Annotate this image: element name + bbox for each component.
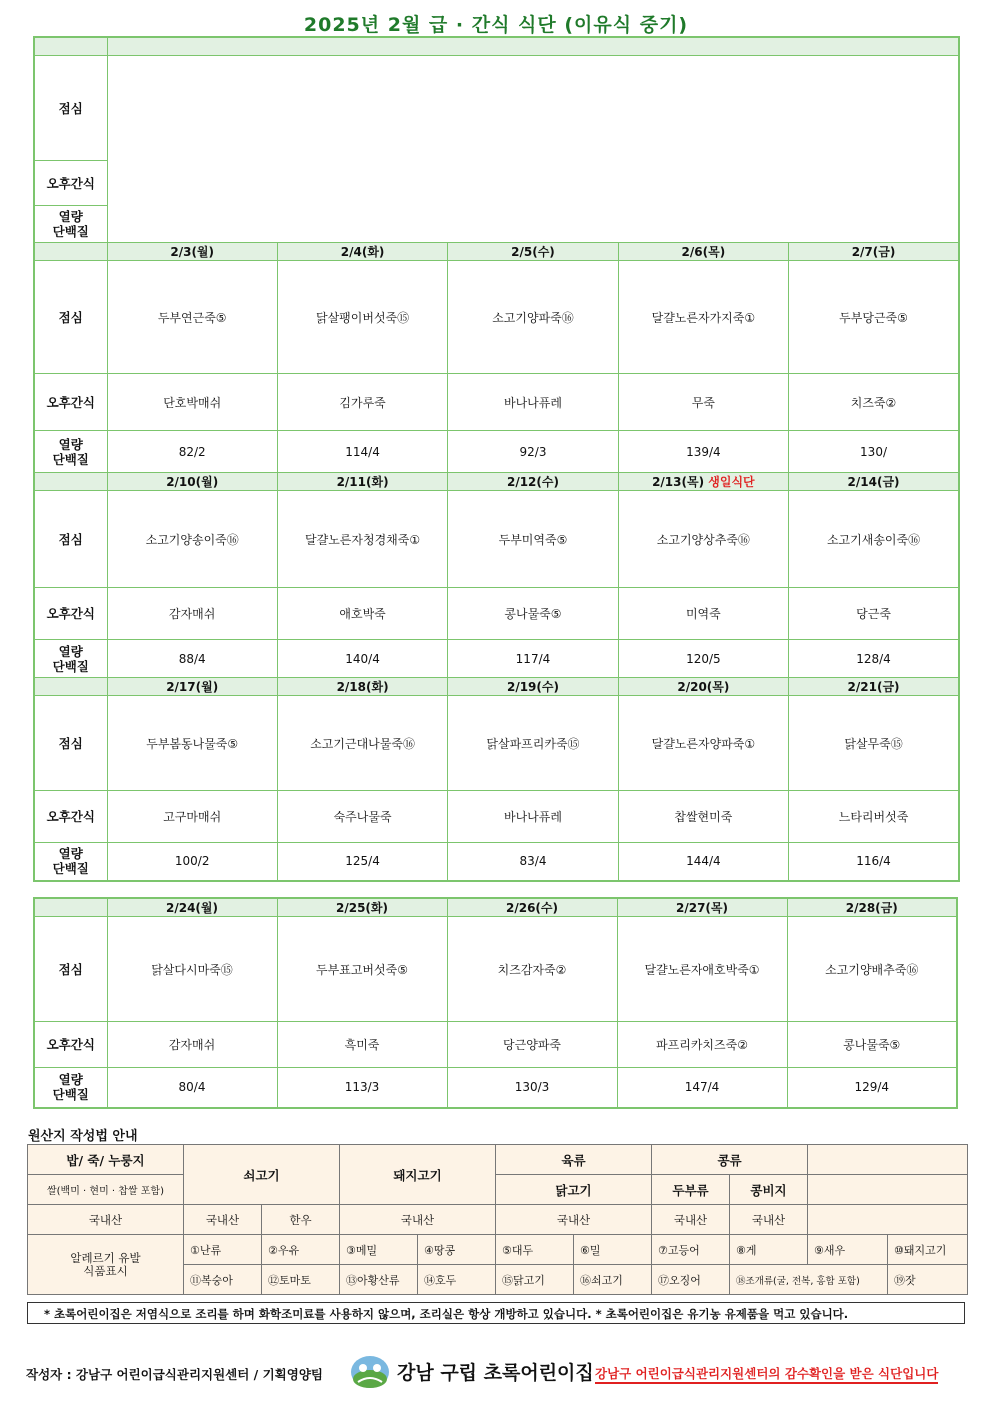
snack-cell: 고구마매쉬 [107,791,277,843]
snack-label: 오후간식 [34,374,107,431]
nutrition-cell: 125/4 [277,843,447,881]
beans-label: 콩류 [652,1145,808,1175]
weekly-menu-table [33,36,960,882]
lunch-cell: 달걀노른자가지죽① [618,261,788,374]
bean-curd-label: 콩비지 [730,1175,808,1205]
nutrition-cell: 144/4 [618,843,788,881]
nutrition-cell: 117/4 [448,640,618,678]
beef-origin: 국내산 [184,1205,262,1235]
chicken-origin: 국내산 [496,1205,652,1235]
lunch-cell: 닭살팽이버섯죽⑮ [277,261,447,374]
week-2-nutrition-row [34,640,959,678]
nutrition-cell: 130/3 [447,1068,617,1108]
day-date: 2/25(화) [277,898,447,917]
tofu-label: 두부류 [652,1175,730,1205]
snack-cell: 바나나퓨레 [448,374,618,431]
snack-label: 오후간식 [34,791,107,843]
school-logo-icon [350,1354,390,1390]
snack-label: 오후간식 [34,1022,107,1068]
week-1-snack-row [34,374,959,431]
lunch-cell: 소고기양배추죽⑯ [787,917,957,1022]
day-date: 2/3(월) [107,243,277,261]
allergen-item: ⑬아황산류 [340,1265,418,1295]
nutrition-cell: 82/2 [107,431,277,473]
lunch-cell: 두부표고버섯죽⑤ [277,917,447,1022]
snack-cell: 감자매쉬 [107,588,277,640]
lunch-cell: 달걀노른자양파죽① [618,696,788,791]
nutrition-cell: 100/2 [107,843,277,881]
lunch-label: 점심 [34,696,107,791]
snack-cell: 흑미죽 [277,1022,447,1068]
pork-origin: 국내산 [340,1205,496,1235]
lunch-cell: 소고기새송이죽⑯ [789,491,959,588]
allergen-item: ⑤대두 [496,1235,574,1265]
snack-label: 오후간식 [34,161,107,206]
allergen-item: ⑱조개류(굴, 전복, 홍합 포함) [730,1265,888,1295]
snack-cell: 느타리버섯죽 [789,791,959,843]
rice-note: 쌀(백미 · 현미 · 찹쌀 포함) [28,1175,184,1205]
nutrition-label: 열량 단백질 [34,1068,107,1108]
rice-label: 밥/ 죽/ 누룽지 [28,1145,184,1175]
allergen-item: ⑰오징어 [652,1265,730,1295]
nutrition-cell: 113/3 [277,1068,447,1108]
birthday-menu-badge: 생일식단 [708,475,755,489]
lunch-label: 점심 [34,491,107,588]
allergen-item: ⑯쇠고기 [574,1265,652,1295]
snack-cell: 무죽 [618,374,788,431]
lunch-cell: 두부당근죽⑤ [789,261,959,374]
lunch-cell: 두부미역죽⑤ [448,491,618,588]
day-date: 2/5(수) [448,243,618,261]
snack-cell: 찹쌀현미죽 [618,791,788,843]
nutrition-cell: 130/ [789,431,959,473]
allergen-item: ③메밀 [340,1235,418,1265]
nutrition-cell: 80/4 [107,1068,277,1108]
day-date: 2/19(수) [448,678,618,696]
snack-cell: 당근양파죽 [447,1022,617,1068]
poultry-label: 육류 [496,1145,652,1175]
snack-cell: 바나나퓨레 [448,791,618,843]
snack-cell: 미역죽 [618,588,788,640]
day-date: 2/4(화) [277,243,447,261]
nutrition-label: 열량 단백질 [34,640,107,678]
allergen-item: ⑫토마토 [262,1265,340,1295]
lunch-cell: 치즈감자죽② [447,917,617,1022]
lunch-cell: 닭살무죽⑮ [789,696,959,791]
allergen-item: ⑦고등어 [652,1235,730,1265]
allergen-item: ⑧게 [730,1235,808,1265]
day-date: 2/18(화) [277,678,447,696]
nutrition-cell: 147/4 [617,1068,787,1108]
snack-cell: 감자매쉬 [107,1022,277,1068]
page-title: 2025년 2월 급 · 간식 식단 (이유식 중기) [303,14,689,36]
footer [0,1352,992,1392]
lunch-cell: 닭살다시마죽⑮ [107,917,277,1022]
snack-cell: 김가루죽 [277,374,447,431]
origin-guide-title: 원산지 작성법 안내 [28,1129,138,1144]
last-week-menu-table [33,897,958,1109]
nutrition-cell: 88/4 [107,640,277,678]
snack-cell: 당근죽 [789,588,959,640]
nutrition-cell: 116/4 [789,843,959,881]
day-date: 2/14(금) [789,473,959,491]
day-date: 2/11(화) [277,473,447,491]
allergen-item: ②우유 [262,1235,340,1265]
kitchen-note: * 초록어린이집은 저염식으로 조리를 하며 화학조미료를 사용하지 않으며, 조리실은 항상 개방하고 있습니다. * 초록어린이집은 유기농 유제품을 먹고 있습니다. [27,1302,965,1324]
allergen-item: ⑮닭고기 [496,1265,574,1295]
week-3-nutrition-row [34,843,959,881]
allergen-item: ①난류 [184,1235,262,1265]
origin-table [27,1144,968,1295]
lunch-label: 점심 [34,917,107,1022]
allergen-item: ⑥밀 [574,1235,652,1265]
day-date: 2/21(금) [789,678,959,696]
allergen-item: ⑭호두 [418,1265,496,1295]
week-0-date-row [34,37,959,56]
nutrition-cell: 140/4 [277,640,447,678]
week-1-date-row [34,243,959,261]
week-1-lunch-row [34,261,959,374]
week-2-date-row [34,473,959,491]
week-4-date-row [34,898,957,917]
day-date: 2/27(목) [617,898,787,917]
allergen-item: ⑨새우 [808,1235,888,1265]
approval-text: 강남구 어린이급식관리지원센터의 감수확인을 받은 식단입니다 [595,1364,938,1384]
allergen-item: ⑲잣 [888,1265,968,1295]
pork-label: 돼지고기 [340,1145,496,1205]
snack-cell: 치즈죽② [789,374,959,431]
week-4-snack-row [34,1022,957,1068]
week-3-snack-row [34,791,959,843]
nutrition-cell: 129/4 [787,1068,957,1108]
lunch-cell: 두부연근죽⑤ [107,261,277,374]
allergen-item: ④땅콩 [418,1235,496,1265]
day-date: 2/12(수) [448,473,618,491]
week-1-nutrition-row [34,431,959,473]
lunch-cell: 소고기근대나물죽⑯ [277,696,447,791]
day-date: 2/26(수) [447,898,617,917]
lunch-cell: 소고기양상추죽⑯ [618,491,788,588]
author-text: 작성자 : 강남구 어린이급식관리지원센터 / 기획영양팀 [26,1367,323,1382]
lunch-cell: 두부봄동나물죽⑤ [107,696,277,791]
snack-cell: 콩나물죽⑤ [787,1022,957,1068]
week-3-lunch-row [34,696,959,791]
lunch-cell: 소고기양송이죽⑯ [107,491,277,588]
day-date: 2/10(월) [107,473,277,491]
tofu-origin: 국내산 [652,1205,730,1235]
week-0-lunch-row [34,56,959,161]
week-3-date-row [34,678,959,696]
nutrition-label: 열량 단백질 [34,431,107,473]
lunch-cell: 소고기양파죽⑯ [448,261,618,374]
chicken-label: 닭고기 [496,1175,652,1205]
snack-cell: 숙주나물죽 [277,791,447,843]
week-2-lunch-row [34,491,959,588]
lunch-cell: 닭살파프리카죽⑮ [448,696,618,791]
lunch-cell: 달걀노른자애호박죽① [617,917,787,1022]
snack-cell: 콩나물죽⑤ [448,588,618,640]
rice-origin: 국내산 [28,1205,184,1235]
snack-cell: 단호박매쉬 [107,374,277,431]
day-date: 2/6(목) [618,243,788,261]
day-date: 2/20(목) [618,678,788,696]
day-date: 2/7(금) [789,243,959,261]
snack-cell: 파프리카치즈죽② [617,1022,787,1068]
beef-hanwoo: 한우 [262,1205,340,1235]
lunch-label: 점심 [34,56,107,161]
school-name: 강남 구립 초록어린이집 [397,1362,594,1384]
nutrition-cell: 128/4 [789,640,959,678]
day-date: 2/28(금) [787,898,957,917]
snack-cell: 애호박죽 [277,588,447,640]
nutrition-cell: 83/4 [448,843,618,881]
nutrition-label: 열량 단백질 [34,843,107,881]
nutrition-label: 열량 단백질 [34,206,107,243]
empty-week-cell [107,56,959,243]
snack-label: 오후간식 [34,588,107,640]
day-date: 2/24(월) [107,898,277,917]
lunch-label: 점심 [34,261,107,374]
nutrition-cell: 120/5 [618,640,788,678]
beef-label: 쇠고기 [184,1145,340,1205]
nutrition-cell: 139/4 [618,431,788,473]
allergen-item: ⑩돼지고기 [888,1235,968,1265]
bean-curd-origin: 국내산 [730,1205,808,1235]
day-date: 2/13(목) 생일식단 [618,473,788,491]
allergy-label: 알레르기 유발 식품표시 [28,1235,184,1295]
day-date: 2/17(월) [107,678,277,696]
nutrition-cell: 114/4 [277,431,447,473]
allergen-item: ⑪복숭아 [184,1265,262,1295]
week-2-snack-row [34,588,959,640]
week-4-nutrition-row [34,1068,957,1108]
lunch-cell: 달걀노른자청경채죽① [277,491,447,588]
week-4-lunch-row [34,917,957,1022]
nutrition-cell: 92/3 [448,431,618,473]
